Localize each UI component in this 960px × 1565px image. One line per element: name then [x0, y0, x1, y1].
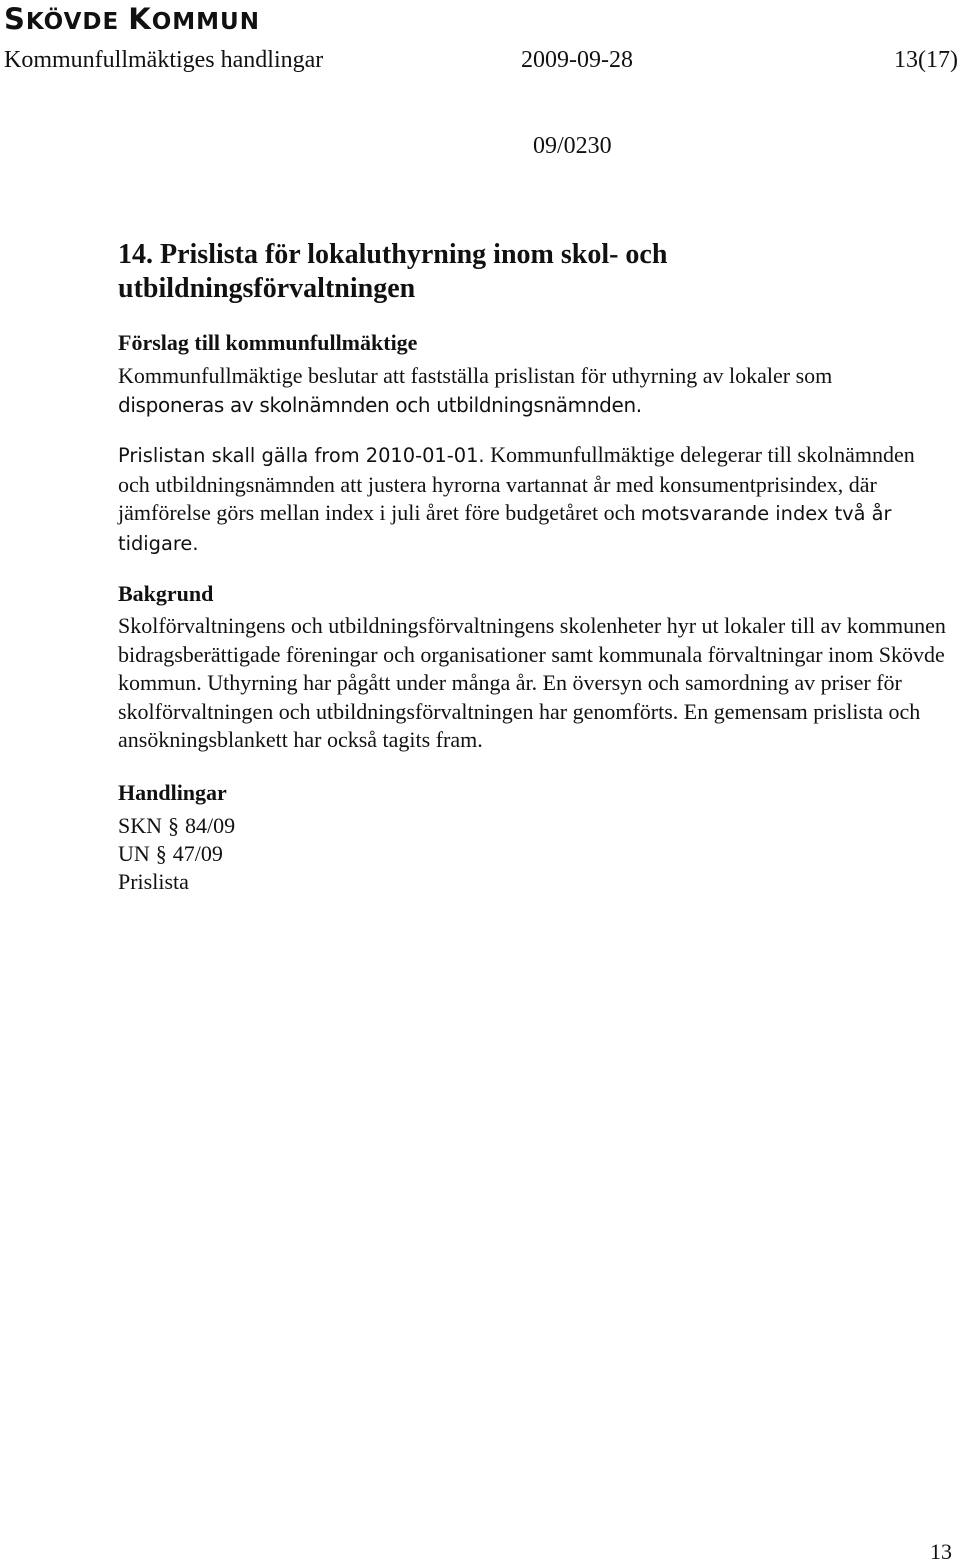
section-sign-icon: §	[168, 813, 180, 838]
documents-title: Handlingar	[118, 780, 227, 805]
validity-date-text: Prislistan skall gälla from 2010-01-01.	[118, 444, 485, 467]
background-text: Skolförvaltningens och utbildningsförvaltningens skolenheter hyr ut lokaler till av kommunen bidragsberättigade föreningar och organisationer samt kommunala förvaltningar inom Skövde kommun. Uthyrning har pågått under många år. En översyn och samordning av priser för skolförvaltningen och utbildningsförvaltningen har genomförts. En gemensam prislista och ansökningsblankett har också tagits fram.	[118, 613, 946, 752]
section-heading: 14. Prislista för lokaluthyrning inom skol- och utbildningsförvaltningen	[118, 239, 668, 304]
header-title: Kommunfullmäktiges handlingar	[4, 47, 324, 73]
document-item: UN § 47/09	[118, 841, 223, 866]
delegation-text: Kommunfullmäktige delegerar till skolnämnden och utbildningsnämnden att justera hyrorna vartannat år med konsumentprisindex, där jämförelse görs mellan index i juli året före budgetåret och	[118, 442, 915, 525]
document-item: Prislista	[118, 869, 189, 894]
section-sign-icon: §	[155, 841, 167, 866]
proposal-text	[118, 362, 958, 419]
document-number: 09/0230	[533, 133, 612, 159]
proposal-text-sans: disponeras av skolnämnden och utbildningsnämnden.	[118, 392, 642, 417]
header-page-count: 13(17)	[894, 47, 958, 73]
header-date: 2009-09-28	[521, 47, 633, 73]
documents-list	[118, 812, 958, 896]
municipality-logo: SKÖVDE KOMMUN	[4, 2, 260, 36]
page-number: 13	[930, 1539, 952, 1564]
background-title: Bakgrund	[118, 581, 214, 606]
validity-paragraph	[118, 441, 948, 558]
proposal-text-serif: Kommunfullmäktige beslutar att fastställa prislistan för uthyrning av lokaler som	[118, 363, 833, 388]
proposal-title: Förslag till kommunfullmäktige	[118, 330, 418, 355]
document-item: SKN § 84/09	[118, 813, 236, 838]
delegation-tail-text: motsvarande index två år tidigare.	[118, 502, 892, 555]
